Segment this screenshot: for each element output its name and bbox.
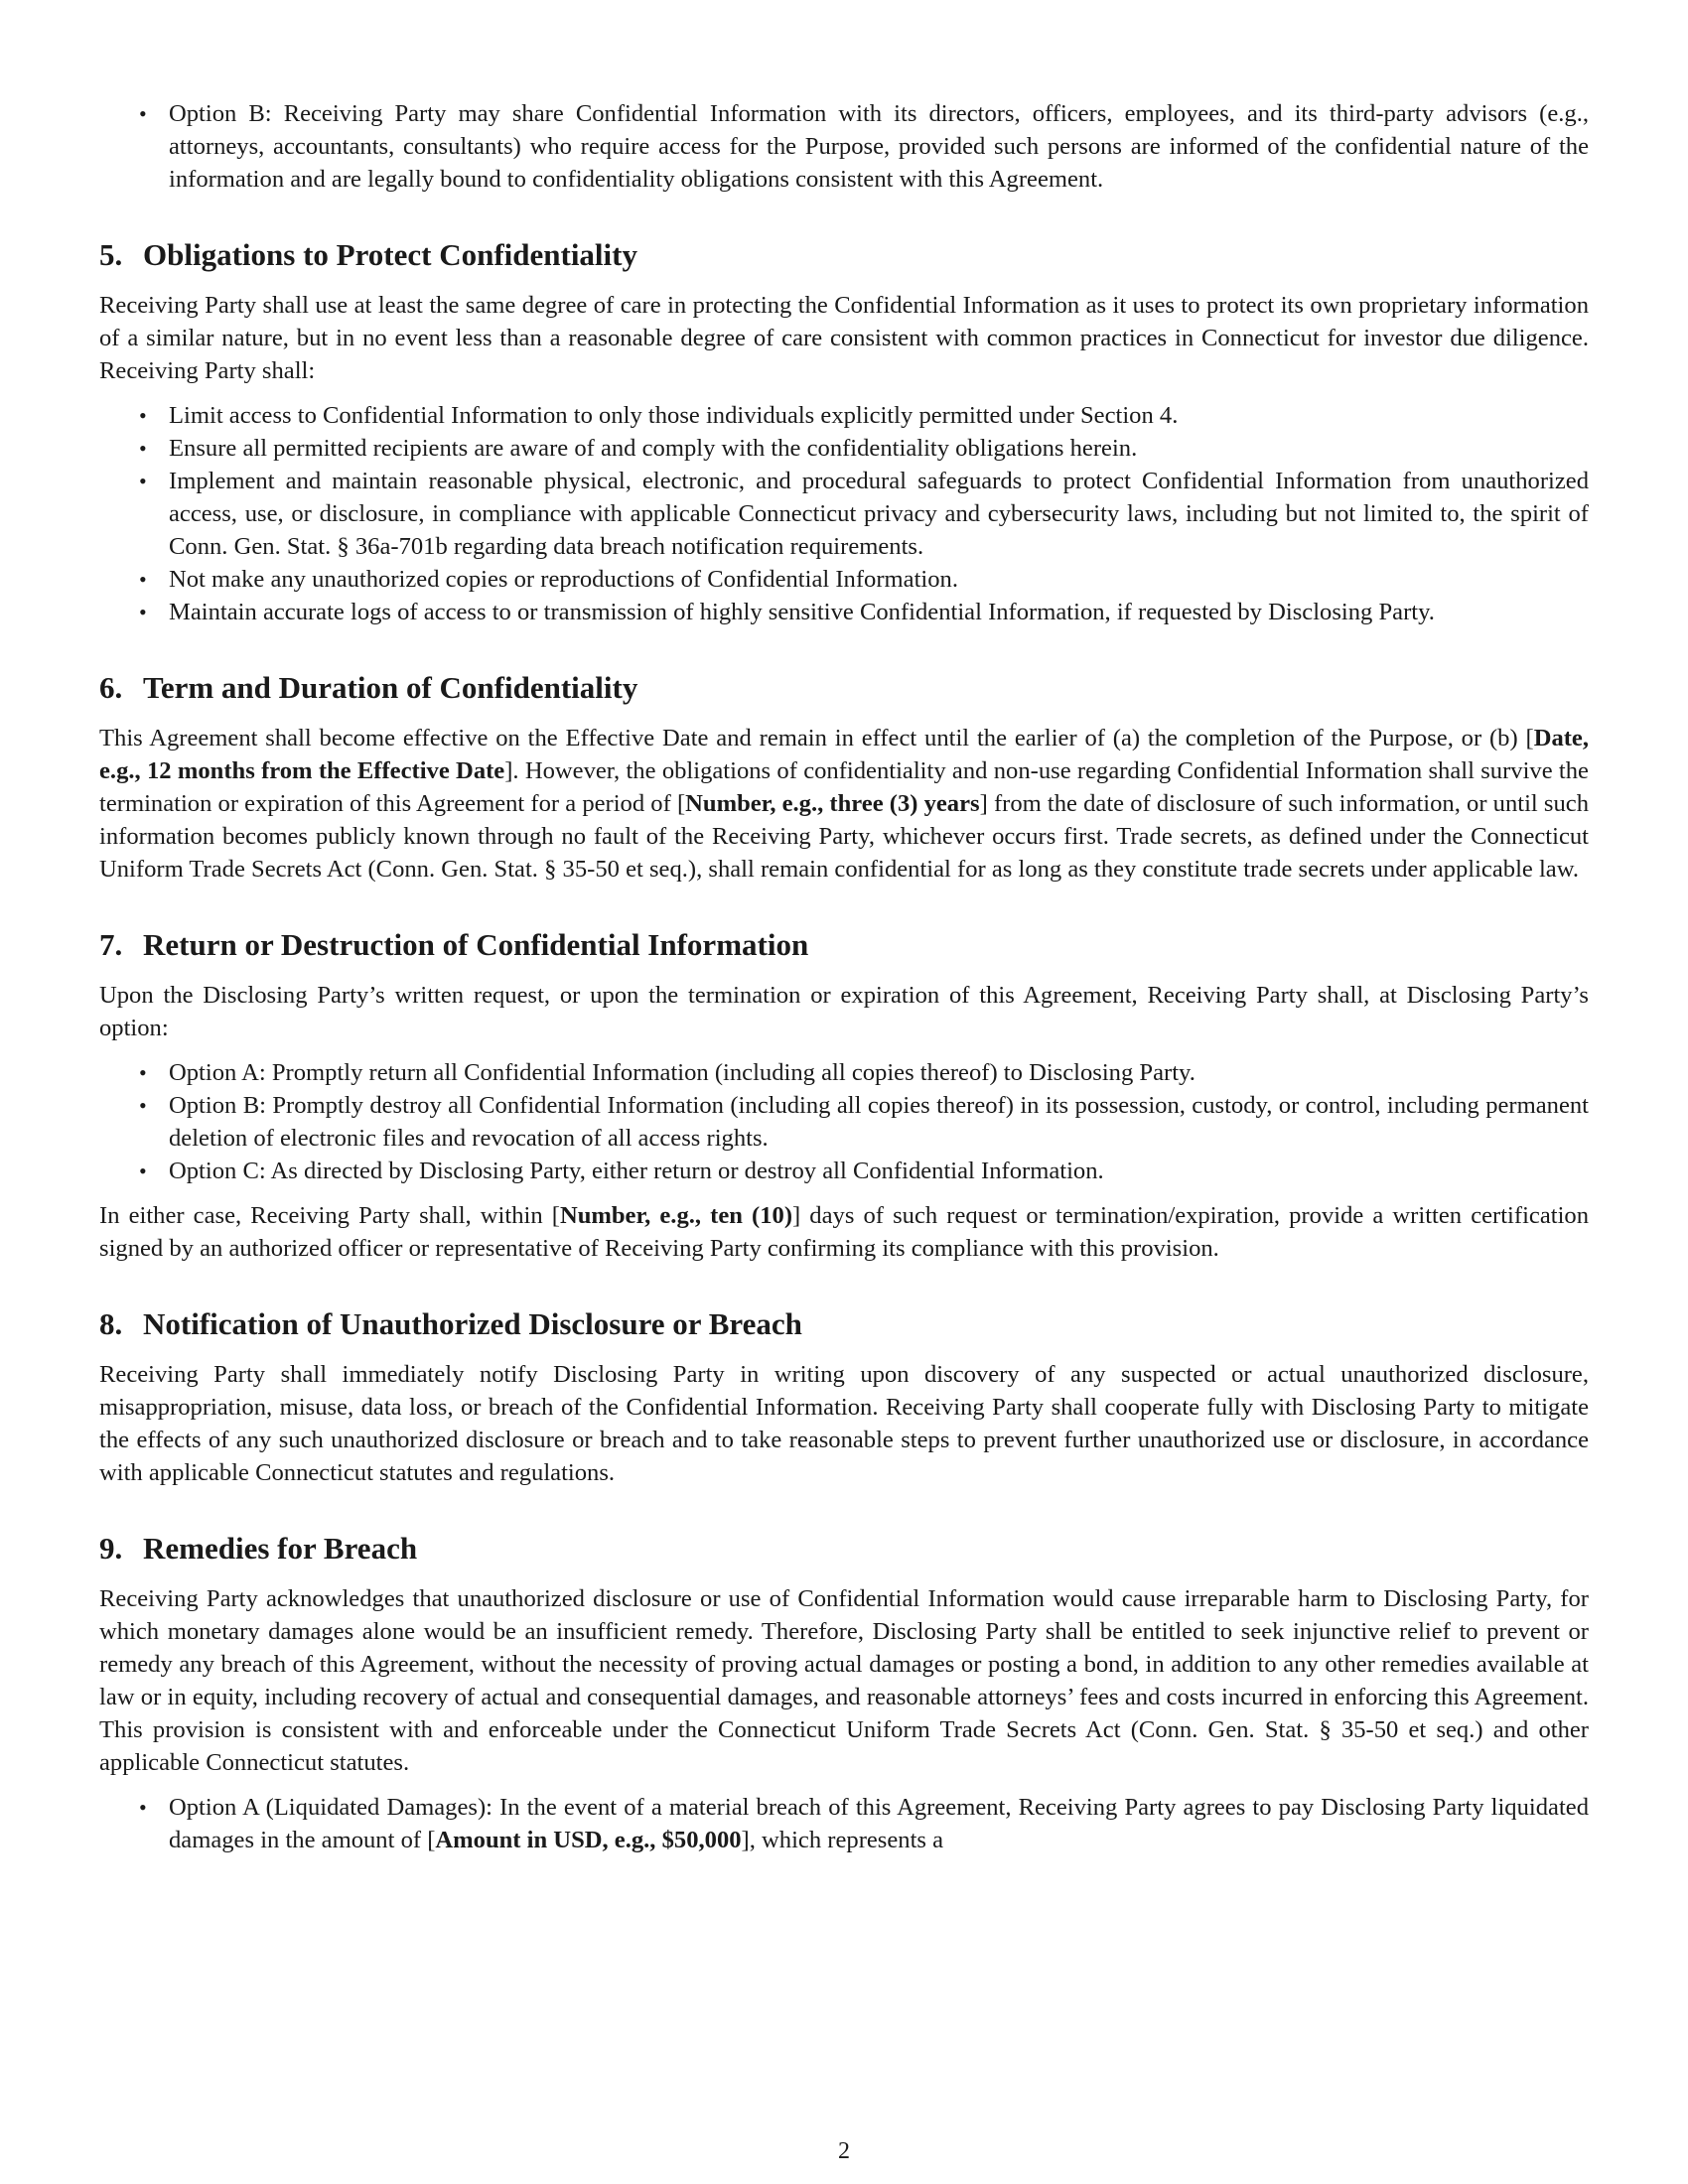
section-9-heading	[99, 1529, 1589, 1569]
placeholder-days: Number, e.g., ten (10)	[559, 1202, 793, 1229]
section-9-list	[99, 1791, 1589, 1856]
text-run: In either case, Receiving Party shall, within [	[99, 1202, 560, 1229]
list-item: • Option B: Receiving Party may share Confidential Information with its directors, officers, employees, and its third-party advisors (e.g., attorneys, accountants, consultants) who require access for the Purpose, provided such persons are informed of the confidential nature of the information and are legally bound to confidentiality obligations consistent with this Agreement.	[99, 97, 1589, 196]
list-item: • Option C: As directed by Disclosing Party, either return or destroy all Confidential Information.	[99, 1155, 1589, 1187]
section-title: Notification of Unauthorized Disclosure or Breach	[143, 1306, 802, 1341]
text-run: ]. However, the obligations of confidentiality and non-use regarding Confidential Information shall survive the termination or expiration of this Agreement for a period of [	[99, 757, 1589, 817]
section-8-heading	[99, 1304, 1589, 1344]
section-7-outro	[99, 1199, 1589, 1265]
option-list-continued	[99, 97, 1589, 196]
section-number: 8.	[99, 1306, 123, 1341]
page-number: 2	[838, 2138, 850, 2164]
section-title: Remedies for Breach	[143, 1531, 418, 1566]
list-item	[99, 1791, 1589, 1856]
text-run: Option A (Liquidated Damages): In the event of a material breach of this Agreement, Receiving Party agrees to pay Disclosing Party liquidated damages in the amount of [	[169, 1794, 1589, 1853]
section-number: 5.	[99, 237, 123, 272]
section-8-body: Receiving Party shall immediately notify Disclosing Party in writing upon discovery of any suspected or actual unauthorized disclosure, misappropriation, misuse, data loss, or breach of the Confidential Information. Receiving Party shall cooperate fully with Disclosing Party to mitigate the effects of any such unauthorized disclosure or breach and to take reasonable steps to prevent further unauthorized use or disclosure, in accordance with applicable Connecticut statutes and regulations.	[99, 1361, 1589, 1486]
section-7-intro: Upon the Disclosing Party’s written request, or upon the termination or expiration of this Agreement, Receiving Party shall, at Disclosing Party’s option:	[99, 982, 1589, 1041]
section-7-heading	[99, 925, 1589, 965]
section-6-heading	[99, 668, 1589, 708]
list-item: • Maintain accurate logs of access to or transmission of highly sensitive Confidential Information, if requested by Disclosing Party.	[99, 596, 1589, 628]
section-title: Term and Duration of Confidentiality	[143, 670, 638, 705]
section-9-body: Receiving Party acknowledges that unauthorized disclosure or use of Confidential Information would cause irreparable harm to Disclosing Party, for which monetary damages alone would be an insufficient remedy. Therefore, Disclosing Party shall be entitled to seek injunctive relief to prevent or remedy any breach of this Agreement, without the necessity of proving actual damages or posting a bond, in addition to any other remedies available at law or in equity, including recovery of actual and consequential damages, and reasonable attorneys’ fees and costs incurred in enforcing this Agreement. This provision is consistent with and enforceable under the Connecticut Uniform Trade Secrets Act (Conn. Gen. Stat. § 35-50 et seq.) and other applicable Connecticut statutes.	[99, 1585, 1589, 1776]
section-5-intro: Receiving Party shall use at least the same degree of care in protecting the Confidential Information as it uses to protect its own proprietary information of a similar nature, but in no event less than a reasonable degree of care consistent with common practices in Connecticut for investor due diligence. Receiving Party shall:	[99, 292, 1589, 384]
section-7-list	[99, 1056, 1589, 1187]
section-5-heading	[99, 235, 1589, 275]
section-number: 7.	[99, 927, 123, 962]
section-title: Obligations to Protect Confidentiality	[143, 237, 637, 272]
section-6-body	[99, 722, 1589, 886]
placeholder-amount: Amount in USD, e.g., $50,000	[435, 1827, 742, 1853]
placeholder-period: Number, e.g., three (3) years	[685, 790, 980, 817]
list-item: • Ensure all permitted recipients are aware of and comply with the confidentiality obligations herein.	[99, 432, 1589, 465]
section-title: Return or Destruction of Confidential Information	[143, 927, 809, 962]
section-number: 6.	[99, 670, 123, 705]
list-item: • Option A: Promptly return all Confidential Information (including all copies thereof) to Disclosing Party.	[99, 1056, 1589, 1089]
list-item: • Implement and maintain reasonable physical, electronic, and procedural safeguards to protect Confidential Information from unauthorized access, use, or disclosure, in compliance with applicable Connecticut privacy and cybersecurity laws, including but not limited to, the spirit of Conn. Gen. Stat. § 36a-701b regarding data breach notification requirements.	[99, 465, 1589, 563]
text-run: ] from the date of disclosure of such information, or until such information becomes publicly known through no fault of the Receiving Party, whichever occurs first. Trade secrets, as defined under the Connecticut Uniform Trade Secrets Act (Conn. Gen. Stat. § 35-50 et seq.), shall remain confidential for as long as they constitute trade secrets under applicable law.	[99, 790, 1589, 883]
text-run: ], which represents a	[741, 1827, 944, 1853]
list-item: • Option B: Promptly destroy all Confidential Information (including all copies thereof) in its possession, custody, or control, including permanent deletion of electronic files and revocation of all access rights.	[99, 1089, 1589, 1155]
text-run: This Agreement shall become effective on the Effective Date and remain in effect until the earlier of (a) the completion of the Purpose, or (b) [	[99, 725, 1534, 751]
section-number: 9.	[99, 1531, 123, 1566]
section-5-list	[99, 399, 1589, 628]
list-item: • Not make any unauthorized copies or reproductions of Confidential Information.	[99, 563, 1589, 596]
list-item: • Limit access to Confidential Information to only those individuals explicitly permitted under Section 4.	[99, 399, 1589, 432]
placeholder-date: Date, e.g., 12 months from the Effective Date	[99, 725, 1589, 784]
text-run: ] days of such request or termination/expiration, provide a written certification signed by an authorized officer or representative of Receiving Party confirming its compliance with this provision.	[99, 1202, 1589, 1262]
document-body	[99, 97, 1589, 1856]
